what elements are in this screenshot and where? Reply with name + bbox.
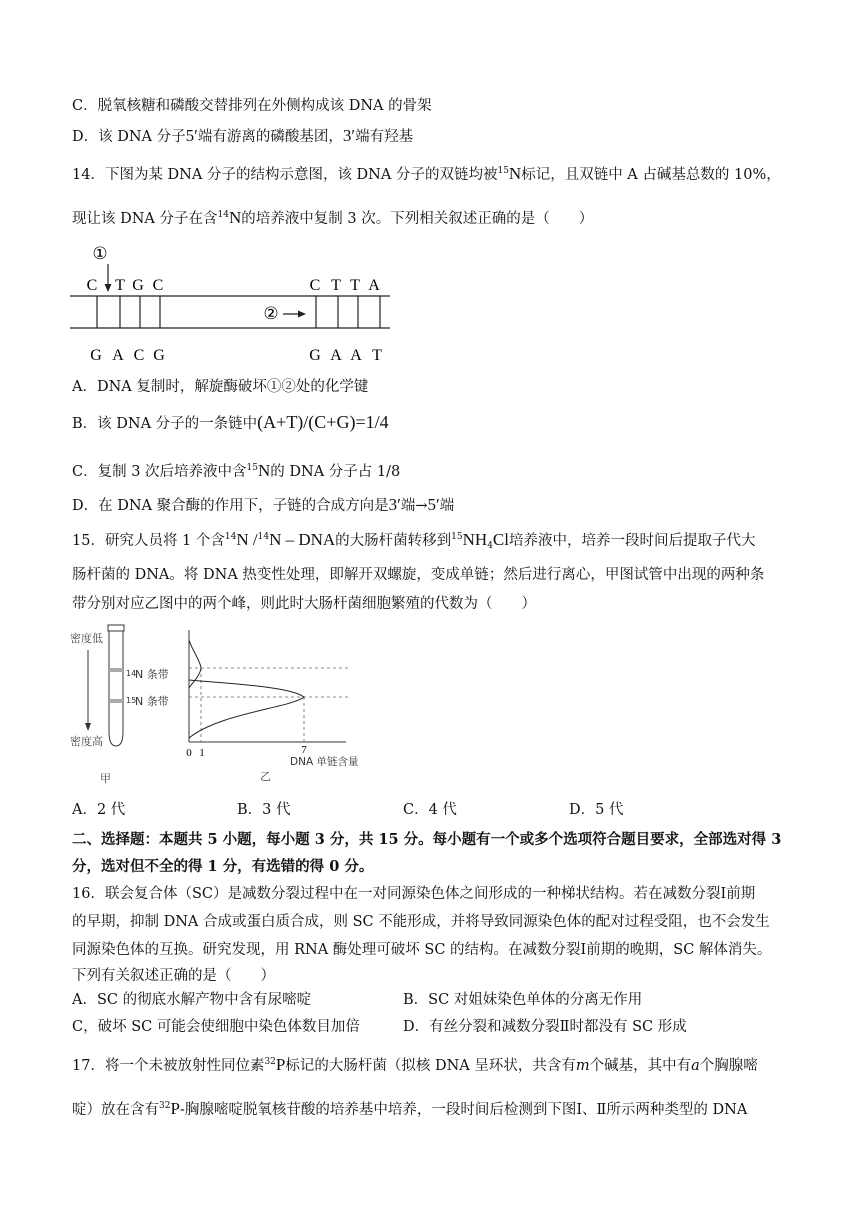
q17-text1: 17．将一个未被放射性同位素 — [72, 1058, 265, 1074]
q14-option-d — [72, 495, 454, 516]
base-top-right-1: C — [309, 277, 321, 294]
q14-stem2-sup: 14 — [217, 210, 229, 220]
base-top-left-1: C — [86, 277, 98, 294]
q15-stem-line2: 肠杆菌的 DNA。将 DNA 热变性处理，即解开双螺旋，变成单链；然后进行离心，甲图试管中出现的两种条 — [72, 567, 765, 583]
base-top-left-4: C — [152, 277, 164, 294]
base-bottom-right-1: G — [309, 347, 321, 364]
q15-stem-text: 15．研究人员将 1 个含 — [72, 533, 225, 549]
q17-var-a: a — [691, 1058, 700, 1074]
q15-sup3: 15 — [451, 532, 463, 542]
base-bottom-right-2: A — [330, 347, 342, 364]
q13-option-c: C．脱氧核糖和磷酸交替排列在外侧构成该 DNA 的骨架 — [72, 98, 432, 114]
q14-option-d-prime5: 5′ — [427, 495, 440, 514]
q17-stem-line1 — [72, 1055, 758, 1076]
base-top-left-3: G — [132, 277, 144, 294]
section2-heading-line1: 二、选择题：本题共 5 小题，每小题 3 分，共 15 分。每小题有一个或多个选项符合题目要求，全部选对得 3 — [72, 831, 782, 848]
q14-stem-n: N — [508, 164, 522, 183]
q17-sup2: 32 — [159, 1101, 171, 1111]
q13-option-d — [72, 126, 413, 147]
q16-option-c: C，破坏 SC 可能会使细胞中染色体数目加倍 — [72, 1019, 360, 1035]
base-top-right-4: A — [368, 277, 380, 294]
x-tick-0: 0 — [186, 747, 192, 759]
band15-sup: 15 — [126, 696, 137, 705]
base-bottom-left-3: C — [133, 347, 145, 364]
band14-label: N 条带 — [135, 668, 169, 681]
base-top-right-2: T — [331, 277, 341, 294]
q13-option-d-text2: 端有游离的磷酸基团， — [197, 129, 343, 145]
base-bottom-left-2: A — [112, 347, 124, 364]
q17-text5: 啶）放在含有 — [72, 1102, 159, 1118]
q15-stem-line3: 带分别对应乙图中的两个峰，则此时大肠杆菌细胞繁殖的代数为（ ） — [72, 596, 536, 612]
q14-option-d-text3: 端 — [439, 498, 455, 514]
figure-jia-label: 甲 — [100, 772, 111, 784]
q14-option-b-text: B．该 DNA 分子的一条链中 — [72, 416, 258, 432]
q14-option-c-text: C．复制 3 次后培养液中含 — [72, 464, 247, 480]
q15-n2: N – DNA — [269, 530, 336, 549]
base-bottom-right-4: T — [372, 347, 382, 364]
peak-15n-curve — [189, 680, 304, 738]
q13-option-d-text3: 端有羟基 — [355, 129, 414, 145]
q14-stem2-text2: 的培养液中复制 3 次。下列相关叙述正确的是（ ） — [241, 211, 594, 227]
q15-option-d: D．5 代 — [569, 802, 624, 818]
q13-option-d-text: D．该 DNA 分子 — [72, 129, 186, 145]
x-axis-label: DNA 单链含量 — [290, 756, 359, 768]
density-low-label: 密度低 — [70, 632, 103, 645]
band-15n — [109, 699, 123, 703]
base-top-left-2: T — [115, 277, 125, 294]
q16-stem-line1: 16．联会复合体（SC）是减数分裂过程中在一对同源染色体之间形成的一种梯状结构。若在减数分裂Ⅰ前期 — [72, 886, 756, 902]
q15-n1: N / — [236, 530, 258, 549]
q16-stem-line2: 的早期，抑制 DNA 合成或蛋白质合成，则 SC 不能形成，并将导致同源染色体的配对过程受阻，也不会发生 — [72, 914, 770, 930]
base-top-right-3: T — [350, 277, 360, 294]
q15-sup1: 14 — [224, 532, 237, 542]
q13-option-d-prime5: 5′ — [185, 126, 198, 145]
figure-yi-label: 乙 — [260, 770, 271, 783]
q17-p2: P — [170, 1099, 180, 1118]
q15-stem-text2: 的大肠杆菌转移到 — [335, 533, 452, 549]
q14-stem-line1 — [72, 164, 781, 185]
q14-option-d-prime3: 3′ — [388, 495, 401, 514]
q16-option-a: A．SC 的彻底水解产物中含有尿嘧啶 — [72, 992, 312, 1008]
q14-option-d-text2: 端→ — [400, 498, 428, 514]
centrifuge-tube-figure — [64, 624, 180, 784]
q16-option-d: D．有丝分裂和减数分裂Ⅱ时都没有 SC 形成 — [403, 1019, 687, 1035]
q15-stem-line1 — [72, 530, 755, 551]
q14-option-c-sup: 15 — [246, 463, 258, 473]
base-bottom-left-4: G — [153, 347, 165, 364]
marker-2: ② — [263, 304, 279, 323]
q17-text6: -胸腺嘧啶脱氧核苷酸的培养基中培养，一段时间后检测到下图Ⅰ、Ⅱ所示两种类型的 DNA — [179, 1102, 748, 1118]
section2-heading-line2: 分，选对但不全的得 1 分，有选错的得 0 分。 — [72, 858, 374, 875]
q15-nh: NH — [462, 530, 488, 549]
x-tick-1: 1 — [199, 747, 205, 759]
q14-stem2-text: 现让该 DNA 分子在含 — [72, 211, 218, 227]
base-bottom-right-3: A — [350, 347, 362, 364]
q14-stem-text2: 标记，且双链中 A 占碱基总数的 10%， — [521, 167, 781, 183]
density-high-label: 密度高 — [70, 735, 103, 748]
q14-option-c-text2: 的 DNA 分子占 1/8 — [270, 464, 401, 480]
q15-sup2: 14 — [257, 532, 270, 542]
q15-option-a: A．2 代 — [72, 802, 126, 818]
q15-sub: 4 — [487, 541, 493, 551]
q14-stem2-n: N — [228, 208, 242, 227]
q17-var-m: m — [575, 1058, 590, 1074]
q16-option-b: B．SC 对姐妹染色单体的分离无作用 — [403, 992, 643, 1008]
dna-density-curve — [180, 628, 360, 788]
q17-sup1: 32 — [264, 1057, 276, 1067]
q14-option-d-text: D．在 DNA 聚合酶的作用下，子链的合成方向是 — [72, 498, 389, 514]
q17-p1: P — [275, 1055, 286, 1074]
q17-text3: 个碱基，其中有 — [589, 1058, 692, 1074]
q14-option-c — [72, 461, 400, 482]
q16-stem-line3: 同源染色体的互换。研究发现，用 RNA 酶处理可破坏 SC 的结构。在减数分裂Ⅰ前期的晚期，SC 解体消失。 — [72, 942, 772, 958]
band15-label: N 条带 — [135, 695, 169, 708]
q14-option-a: A．DNA 复制时，解旋酶破坏①②处的化学键 — [72, 379, 369, 395]
q17-text2: 标记的大肠杆菌（拟核 DNA 呈环状，共含有 — [285, 1058, 576, 1074]
dna-structure-diagram — [68, 242, 398, 368]
band-14n — [109, 668, 123, 672]
q14-stem-text: 14．下图为某 DNA 分子的结构示意图，该 DNA 分子的双链均被 — [72, 167, 498, 183]
q15-cl: Cl — [492, 530, 509, 549]
q17-stem-line2 — [72, 1099, 747, 1120]
q14-stem-line2 — [72, 208, 593, 229]
q13-option-d-prime3: 3′ — [342, 126, 356, 145]
q14-option-b-formula: (A+T)/(C+G)=1/4 — [257, 412, 389, 432]
base-bottom-left-1: G — [90, 347, 102, 364]
q14-stem-sup: 15 — [497, 166, 509, 176]
q15-option-b: B．3 代 — [237, 802, 291, 818]
q17-text4: 个胸腺嘧 — [699, 1058, 758, 1074]
q14-option-c-n: N — [258, 461, 271, 480]
q15-option-c: C．4 代 — [403, 802, 457, 818]
q16-stem-line4: 下列有关叙述正确的是（ ） — [72, 968, 275, 984]
marker-1: ① — [92, 244, 108, 263]
band14-sup: 14 — [126, 669, 137, 678]
q15-stem-text3: 培养液中，培养一段时间后提取子代大 — [508, 533, 756, 549]
x-tick-7: 7 — [301, 744, 307, 756]
q14-option-b — [72, 412, 389, 434]
